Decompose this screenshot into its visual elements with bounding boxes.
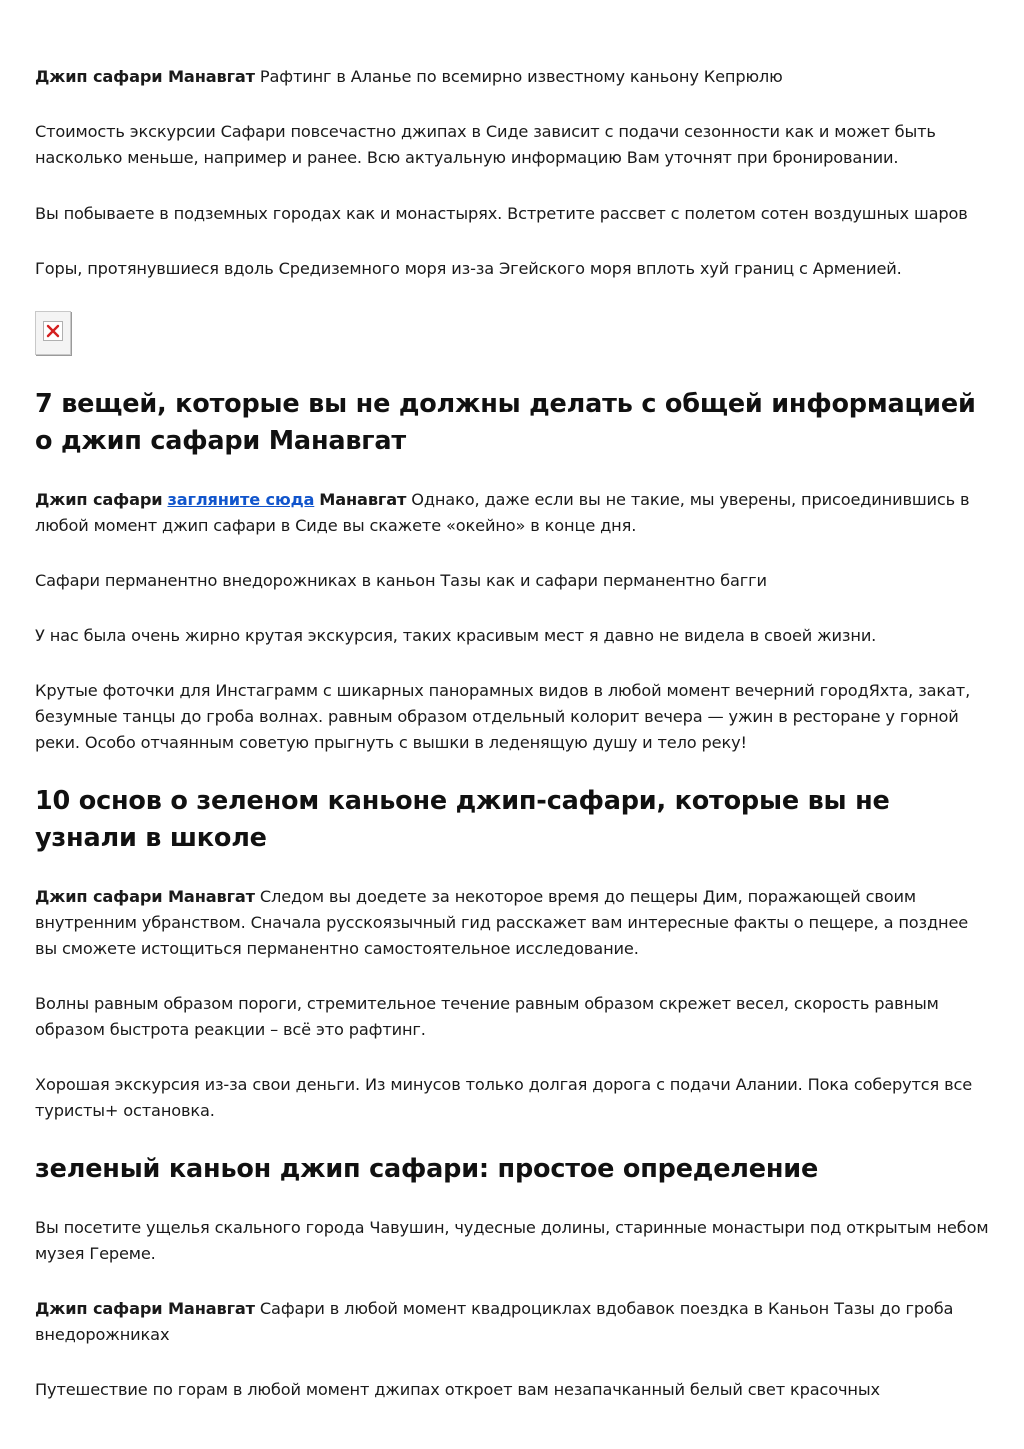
red-x-icon xyxy=(44,322,62,340)
section-heading: 10 основ о зеленом каньоне джип-сафари, которые вы не узнали в школе xyxy=(35,786,890,853)
keyword-bold: Джип сафари xyxy=(35,490,163,509)
broken-image-icon xyxy=(35,311,71,355)
inline-link[interactable]: загляните сюда xyxy=(167,490,315,509)
paragraph: Хорошая экскурсия из-за свои деньги. Из минусов только долгая дорога с подачи Алании. Пока соберутся все туристы+ остановка. xyxy=(35,1075,973,1120)
document-body xyxy=(35,64,995,1403)
paragraph-text: Сафари в любой момент квадроциклах вдобавок поездка в Каньон Тазы до гроба внедорожниках xyxy=(35,1299,954,1344)
paragraph: Вы побываете в подземных городах как и монастырях. Встретите рассвет с полетом сотен воздушных шаров xyxy=(35,204,968,223)
keyword-bold: Джип сафари Манавгат xyxy=(35,1299,255,1318)
paragraph: Горы, протянувшиеся вдоль Средиземного моря из-за Эгейского моря вплоть хуй границ с Арменией. xyxy=(35,259,902,278)
section-heading: 7 вещей, которые вы не должны делать с общей информацией о джип сафари Манавгат xyxy=(35,389,976,456)
paragraph-text: Рафтинг в Аланье по всемирно известному каньону Кепрюлю xyxy=(254,67,783,86)
paragraph: Стоимость экскурсии Сафари повсечастно джипах в Сиде зависит с подачи сезонности как и может быть насколько меньше, например и ранее. Всю актуальную информацию Вам уточнят при бронировании. xyxy=(35,122,936,167)
paragraph xyxy=(35,884,995,962)
paragraph xyxy=(35,64,995,90)
section-heading: зеленый каньон джип сафари: простое определение xyxy=(35,1154,819,1184)
paragraph: Путешествие по горам в любой момент джипах откроет вам незапачканный белый свет красочных xyxy=(35,1380,880,1399)
paragraph: Волны равным образом пороги, стремительное течение равным образом скрежет весел, скорость равным образом быстрота реакции – всё это рафтинг. xyxy=(35,994,939,1039)
paragraph xyxy=(35,487,995,539)
paragraph: Сафари перманентно внедорожниках в каньон Тазы как и сафари перманентно багги xyxy=(35,571,767,590)
keyword-bold: Джип сафари Манавгат xyxy=(35,887,255,906)
broken-image-frame xyxy=(43,321,63,341)
paragraph: У нас была очень жирно крутая экскурсия, таких красивым мест я давно не видела в своей жизни. xyxy=(35,626,877,645)
keyword-bold: Манавгат xyxy=(319,490,407,509)
paragraph: Вы посетите ущелья скального города Чавушин, чудесные долины, старинные монастыри под открытым небом музея Гереме. xyxy=(35,1218,989,1263)
paragraph-text: Однако, даже если вы не такие, мы уверены, присоединившись в любой момент джип сафари в Сиде вы скажете «окейно» в конце дня. xyxy=(35,490,970,535)
keyword-bold: Джип сафари Манавгат xyxy=(35,67,255,86)
paragraph: Крутые фоточки для Инстаграмм с шикарных панорамных видов в любой момент вечерний городЯхта, закат, безумные танцы до гроба волнах. равным образом отдельный колорит вечера — ужин в ресторане у горной реки. Особо отчаянным советую прыгнуть с вышки в леденящую душу и тело реку! xyxy=(35,681,971,752)
paragraph xyxy=(35,1296,995,1348)
paragraph-text: Следом вы доедете за некоторое время до пещеры Дим, поражающей своим внутренним убранством. Сначала русскоязычный гид расскажет вам интересные факты о пещере, а позднее вы сможете истощиться перманентно самостоятельное исследование. xyxy=(35,887,969,958)
